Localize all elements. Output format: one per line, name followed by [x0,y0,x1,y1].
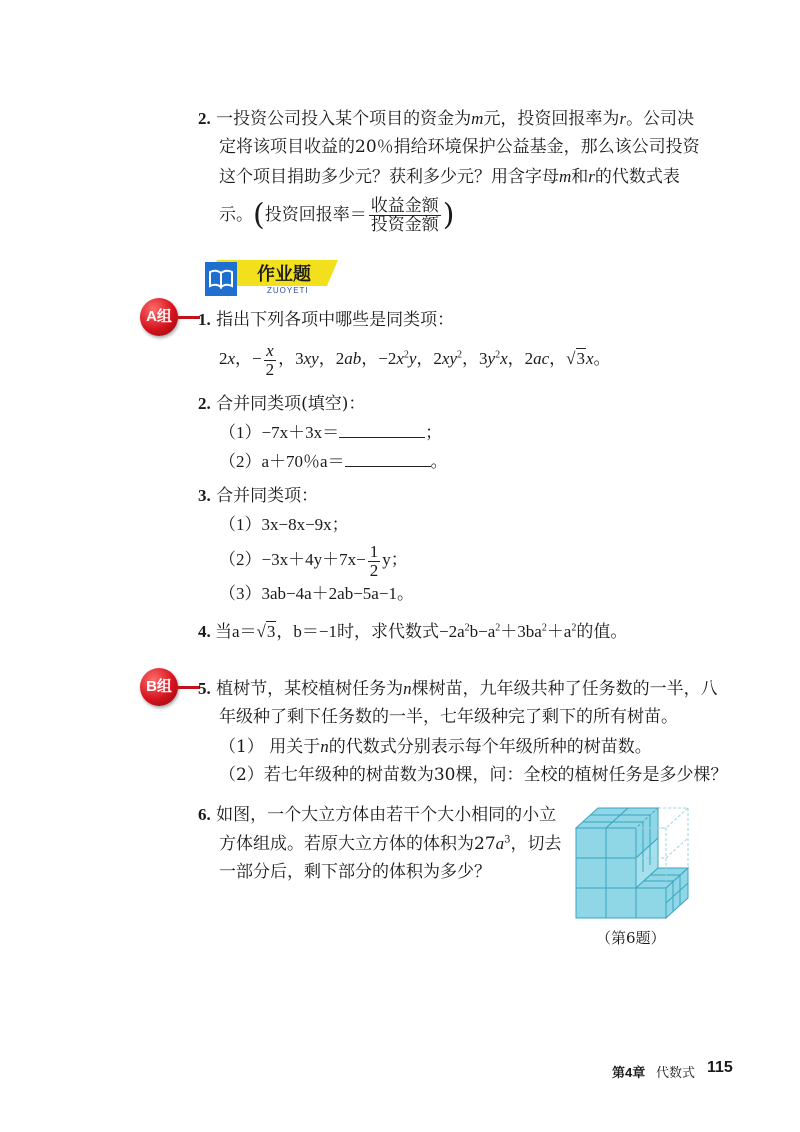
q-top-line3: 这个项目捐助多少元？获利多少元？用含字母m和r的代数式表 [219,167,680,187]
q3-part1: （1）3x−8x−9x； [219,515,349,534]
group-b-badge-tail [176,686,200,689]
book-icon [207,266,235,290]
q6-line3: 一部分后，剩下部分的体积为多少？ [219,862,491,882]
group-a-badge-tail [176,316,200,319]
q2-part1: （1）−7x＋3x＝ ； [219,418,442,447]
q2-line1: 2. 合并同类项(填空)： [198,394,366,414]
q-top-line4: 示。(投资回报率＝ $\frac{\text{收益金额}}{\text{投资金额}}$ ) [219,196,455,235]
q1-line1: 1. 指出下列各项中哪些是同类项： [198,310,455,330]
q3-line1: 3. 合并同类项： [198,486,319,506]
q5-line1: 5. 植树节，某校植树任务为n棵树苗，九年级共种了任务数的一半，八 [198,679,718,699]
q1-expressions: 2x，− $\frac{x}{2}$ ，3xy，2ab，$-2x^2y$，$2xy^2$，$3y^2x$，2ac，√3x。 [219,340,611,379]
footer-chapter-name: 代数式 [656,1065,696,1080]
q3-part3: （3）3ab−4a＋2ab−5a−1。 [219,584,414,603]
q4-line1: 4. 当a＝√3，b＝−1时，求代数式$-2a^2b-a^2+3ba^2+a^2$的值。 [198,622,628,641]
q6-line1: 6. 如图，一个大立方体由若干个大小相同的小立 [198,805,557,825]
q5-line4: （2）若七年级种的树苗数为30棵，问：全校的植树任务是多少棵？ [219,765,728,785]
q-top-line2: 定将该项目收益的20％捐给环境保护公益基金，那么该公司投资 [219,137,700,157]
homework-title: 作业题 [257,264,311,284]
group-a-badge: A组 [140,298,178,336]
q5-line3: （1） 用关于n的代数式分别表示每个年级所种的树苗数。 [219,737,652,757]
homework-banner [203,258,338,298]
q6-line2: 方体组成。若原大立方体的体积为$27a^3$，切去 [219,834,562,854]
q3-part2: （2）−3x＋4y＋7x− $\frac{1}{2}$ y； [219,541,408,580]
figure-caption: （第6题） [596,929,666,947]
q2-part2: （2）a＋70％a＝ 。 [219,447,448,476]
homework-subtitle: ZUOYETI [267,286,309,295]
page-number: 115 [707,1059,733,1076]
cube-figure [570,800,700,920]
roi-fraction: $\frac{\text{收益金额}}{\text{投资金额}}$ [370,196,439,235]
footer-chapter: 第4章 [612,1065,646,1080]
q-top-line1: 2. 一投资公司投入某个项目的资金为m元，投资回报率为r。公司决 [198,109,695,129]
group-b-badge: B组 [140,668,178,706]
q5-line2: 年级种了剩下任务数的一半，七年级种完了剩下的所有树苗。 [219,707,678,727]
answer-blank-1[interactable] [339,419,425,438]
answer-blank-2[interactable] [345,448,431,467]
